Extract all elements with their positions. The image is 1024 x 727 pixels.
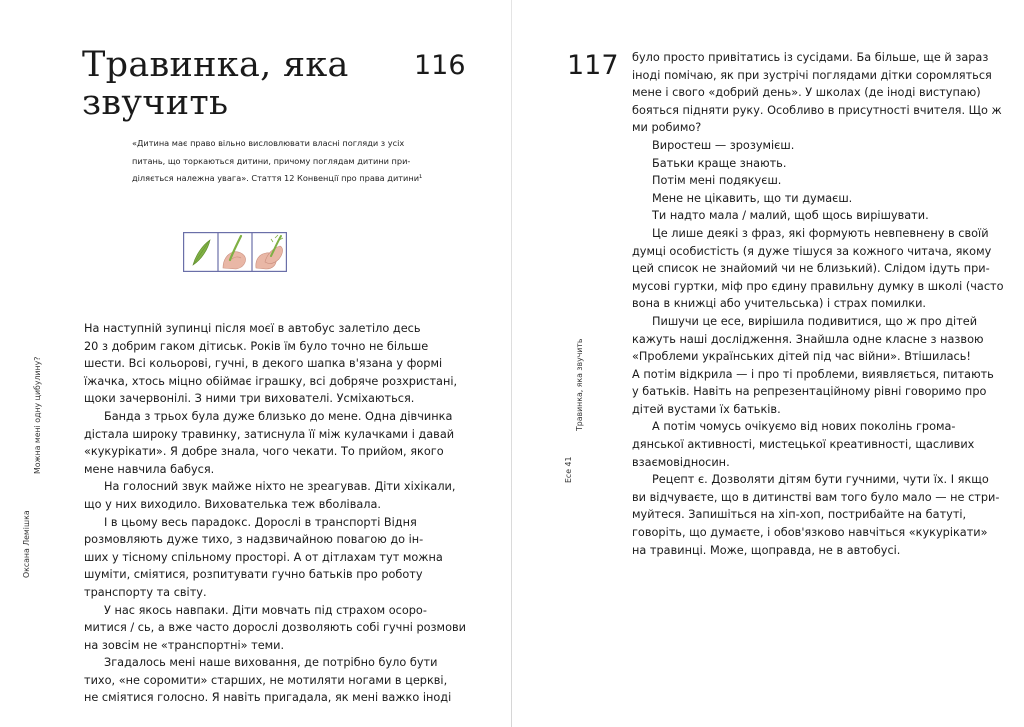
epigraph-line: питань, що торкаються дитини, причому поглядам дитини при-: [132, 155, 411, 166]
running-head-author: Оксана Лемішка: [22, 510, 31, 578]
text-line: шести. Всі кольорові, гучні, в декого шапка в'язана у формі: [84, 357, 443, 371]
text-line: мене і свого «добрий день». У школах (де іноді виступаю): [632, 86, 981, 100]
text-line: транспорту та світу.: [84, 585, 207, 599]
text-line: ми робимо?: [632, 121, 702, 135]
text-line: у батьків. Навіть на репрезентаційному рівні говоримо про: [632, 385, 987, 399]
text-line: їжачка, хтось міцно обіймає іграшку, всі добряче розхристані,: [84, 374, 458, 388]
text-line: У нас якось навпаки. Діти мовчать під страхом осоро-: [104, 603, 427, 617]
text-line: взаємовідносин.: [632, 455, 730, 469]
text-line: «Проблеми українських дітей під час війни». Втішилась!: [632, 350, 971, 364]
text-line: «кукурікати». Я добре знала, чого чекати. То прийом, якого: [84, 445, 444, 459]
text-line: говоріть, що думаєте, і обов'язково навчіться «кукурікати»: [632, 526, 988, 540]
text-line: І в цьому весь парадокс. Дорослі в транспорті Відня: [104, 515, 417, 529]
text-line: мене навчила бабуся.: [84, 462, 215, 476]
text-line: На голосний звук майже ніхто не зреагував. Діти хіхікали,: [104, 480, 456, 494]
epigraph-line: діляється належна увага». Стаття 12 Конвенції про права дитини¹: [132, 173, 423, 183]
text-line: Виростеш — зрозумієш.: [652, 138, 795, 152]
text-line: Рецепт є. Дозволяти дітям бути гучними, чути їх. І якщо: [652, 473, 989, 487]
text-line: ших у тісному спільному просторі. А от дітлахам тут можна: [84, 550, 443, 564]
text-line: Ти надто мала / малий, щоб щось вирішувати.: [652, 209, 929, 223]
text-line: було просто привітатись із сусідами. Ба більше, ще й зараз: [632, 51, 989, 64]
body-text: [84, 320, 466, 707]
text-line: Потім мені подякуєш.: [652, 174, 782, 188]
text-line: На наступній зупинці після моєї в автобус залетіло десь: [84, 322, 421, 335]
text-line: шуміти, сміятися, розпитувати гучно батьків про роботу: [84, 568, 423, 582]
epigraph-line: «Дитина має право вільно висловлювати власні погляди з усіх: [132, 138, 405, 148]
text-line: Пишучи це есе, вирішила подивитися, що ж про дітей: [652, 314, 978, 328]
page-number: 116: [414, 50, 466, 81]
text-line: А потім чомусь очікуємо від нових поколінь грома-: [652, 420, 956, 434]
epigraph: [132, 135, 423, 188]
text-line: дістала широку травинку, затиснула її між кулачками і давай: [84, 427, 455, 441]
text-line: цей список не знайомий чи не близький). Слідом ідуть при-: [632, 262, 990, 276]
text-line: ви відчуваєте, що в дитинстві вам того було мало — не стри-: [632, 490, 1000, 504]
text-line: муйтеся. Запишіться на хіп-хоп, пострибайте на батуті,: [632, 508, 967, 522]
text-line: тихо, «не соромити» старших, не мотиляти ногами в церкві,: [84, 673, 448, 687]
text-line: іноді помічаю, як при зустрічі поглядами дітки соромляться: [632, 68, 992, 82]
text-line: 20 з добрим гаком дітиськ. Років їм було точно не більше: [84, 339, 429, 353]
text-line: дітей вустами їх батьків.: [632, 402, 781, 416]
body-text: [632, 49, 1004, 559]
text-line: вона в книжці або учительська) і страх помилки.: [632, 297, 927, 311]
text-line: митися / сь, а вже часто дорослі дозволяють собі гучні розмови: [84, 621, 466, 635]
text-line: кажуть наші дослідження. Знайшла одне класне з назвою: [632, 332, 984, 346]
text-line: Згадалось мені наше виховання, де потрібно було бути: [104, 656, 438, 670]
chapter-title-line: Травинка, яка: [82, 45, 349, 85]
left-page: [0, 0, 511, 727]
text-line: Це лише деякі з фраз, які формують невпевнену в своїй: [652, 226, 989, 240]
text-line: розмовляють дуже тихо, з надзвичайною повагою до ін-: [84, 533, 424, 547]
page-number: 117: [567, 50, 619, 81]
running-head-book: Можна мені одну цибулину?: [33, 356, 42, 474]
running-head-essay-title: Травинка, яка звучить: [575, 338, 584, 431]
text-line: дянської активності, мистецької креативності, щасливих: [632, 438, 975, 452]
text-line: на зовсім не «транспортні» теми.: [84, 638, 285, 652]
text-line: Мене не цікавить, що ти думаєш.: [652, 191, 853, 205]
grass-whistle-illustration: [183, 232, 287, 272]
text-line: А потім відкрила — і про ті проблеми, виявляється, питають: [632, 367, 994, 381]
running-head-essay-number: Есе 41: [564, 456, 573, 483]
right-page: [512, 0, 1024, 727]
text-line: Батьки краще знають.: [652, 156, 787, 170]
text-line: що у них виходило. Вихователька теж вболівала.: [84, 497, 382, 511]
text-line: думці особистість (я дуже тішуся за кожного читача, якому: [632, 244, 992, 258]
chapter-title: [82, 46, 382, 122]
text-line: на травинці. Може, щоправда, не в автобусі.: [632, 543, 901, 557]
chapter-title-line: звучить: [82, 83, 229, 123]
text-line: щоки зачервонілі. З ними три вихователі. Усміхаються.: [84, 392, 415, 406]
text-line: не сміятися голосно. Я навіть пригадала, як мені важко іноді: [84, 691, 452, 705]
text-line: бояться підняти руку. Особливо в присутності вчителя. Що ж: [632, 103, 1002, 117]
text-line: мусові гуртки, міф про єдину правильну думку в школі (часто: [632, 279, 1004, 293]
text-line: Банда з трьох була дуже близько до мене. Одна дівчинка: [104, 409, 453, 423]
